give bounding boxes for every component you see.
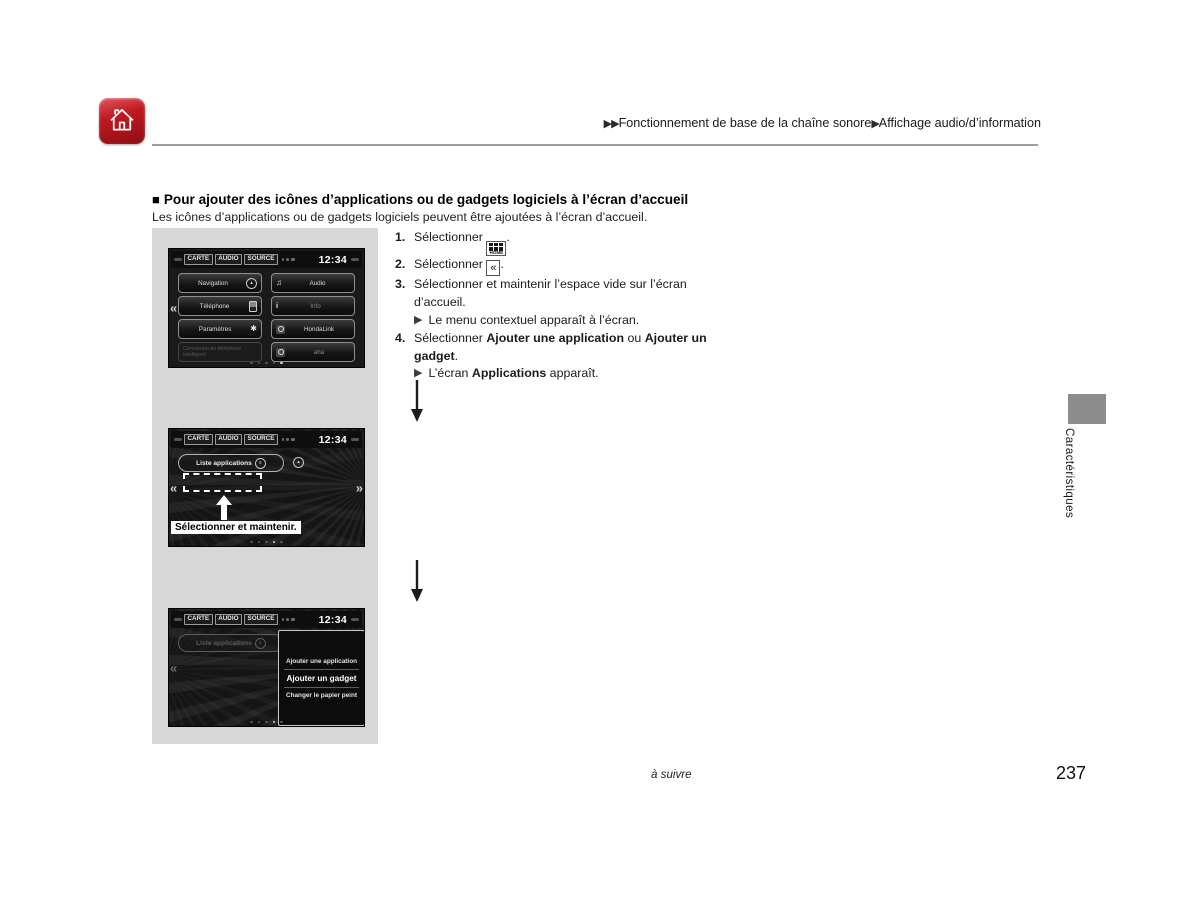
- clock: 12:34: [318, 253, 347, 266]
- aha-icon: [276, 348, 285, 357]
- step-2: 2. Sélectionner « .: [395, 257, 504, 275]
- knob-icon: [351, 618, 359, 621]
- carte-button: CARTE: [184, 434, 213, 445]
- infotainment-screen-home: [168, 248, 365, 368]
- breadcrumb-arrow-icon: ▶: [871, 118, 879, 130]
- page-dots: [169, 362, 364, 365]
- app-list-icon: ≡: [255, 458, 266, 469]
- page-left-chevron-icon: «: [170, 300, 178, 316]
- continued-note: à suivre: [651, 768, 692, 781]
- music-note-icon: ♫: [276, 278, 282, 287]
- source-button: SOURCE: [244, 434, 278, 445]
- context-menu: [278, 630, 365, 726]
- clock: 12:34: [318, 433, 347, 446]
- home-app-grid: [178, 273, 355, 362]
- source-button: SOURCE: [244, 614, 278, 625]
- clock: 12:34: [318, 613, 347, 626]
- breadcrumb[interactable]: [604, 116, 1041, 130]
- compass-icon: ▴: [246, 278, 257, 289]
- knob-icon: [174, 618, 182, 621]
- aha-button: aha: [271, 342, 355, 362]
- page-left-chevron-icon: «: [170, 660, 178, 675]
- header-divider: [152, 144, 1038, 146]
- step-4: 4. Sélectionner Ajouter une application ou Ajouter un gadget.: [395, 330, 707, 363]
- step-1: 1. Sélectionner HOME .: [395, 230, 510, 255]
- info-button: i Info: [271, 296, 355, 316]
- step-3: 3. Sélectionner et maintenir l’espace vide sur l’écran d’accueil.: [395, 277, 687, 309]
- navigation-button: Navigation ▴: [178, 273, 262, 293]
- status-bar: [171, 611, 362, 628]
- result-arrow-icon: ▶: [414, 313, 423, 326]
- section-heading-text: Pour ajouter des icônes d’applications ou de gadgets logiciels à l’écran d’accueil: [163, 192, 689, 207]
- compass-icon: ▴: [293, 457, 304, 468]
- knob-icon: [351, 438, 359, 441]
- parametres-button: Paramètres ✱: [178, 319, 262, 339]
- status-dots-icon: [282, 258, 295, 261]
- smartphone-connection-button: Connexion du téléphone intelligent: [178, 342, 262, 362]
- home-button[interactable]: [99, 98, 145, 144]
- page-left-chevron-icon: «: [170, 480, 178, 495]
- phone-icon: [249, 301, 257, 312]
- instruction-steps: [395, 229, 715, 383]
- breadcrumb-section[interactable]: Fonctionnement de base de la chaîne sonore: [618, 116, 872, 130]
- chapter-tab[interactable]: [1068, 394, 1106, 424]
- menu-item-add-gadget: Ajouter un gadget: [284, 669, 360, 687]
- down-arrow-icon: [408, 558, 426, 604]
- hondalink-button: HondaLink: [271, 319, 355, 339]
- gear-icon: ✱: [250, 324, 257, 333]
- page-number: 237: [1056, 763, 1087, 783]
- knob-icon: [351, 258, 359, 261]
- infotainment-screen-empty: [168, 428, 365, 547]
- figure-panel: [152, 228, 378, 744]
- liste-applications-button: Liste applications ≡: [178, 634, 284, 652]
- status-bar: [171, 431, 362, 448]
- square-bullet-icon: ■: [152, 192, 160, 207]
- home-key-icon: HOME: [486, 241, 506, 257]
- audio-app-button: ♫ Audio: [271, 273, 355, 293]
- step-3-result: ▶ Le menu contextuel apparaît à l’écran.: [414, 312, 715, 330]
- carte-button: CARTE: [184, 614, 213, 625]
- telephone-button: Téléphone: [178, 296, 262, 316]
- back-chevron-key-icon: «: [486, 260, 500, 276]
- status-dots-icon: [282, 618, 295, 621]
- section-heading: [152, 192, 688, 207]
- audio-button: AUDIO: [215, 434, 242, 445]
- menu-item-change-wallpaper: Changer le papier peint: [284, 687, 360, 703]
- result-arrow-icon: ▶: [414, 367, 423, 380]
- intro-text: Les icônes d’applications ou de gadgets logiciels peuvent être ajoutées à l’écran d’accueil.: [152, 210, 648, 224]
- info-icon: i: [276, 301, 279, 311]
- knob-icon: [174, 438, 182, 441]
- page-dots: [169, 541, 364, 544]
- breadcrumb-arrows-icon: ▶▶: [603, 118, 619, 130]
- audio-button: AUDIO: [215, 614, 242, 625]
- empty-space-highlight: [183, 473, 262, 492]
- knob-icon: [174, 258, 182, 261]
- step-4-result: ▶ L’écran Applications apparaît.: [414, 365, 715, 383]
- down-arrow-icon: [408, 378, 426, 424]
- page-dots: [169, 721, 364, 724]
- callout-label: Sélectionner et maintenir.: [171, 521, 301, 534]
- up-arrow-icon: [216, 495, 232, 520]
- hondalink-icon: [276, 325, 285, 334]
- menu-item-add-application: Ajouter une application: [285, 657, 357, 665]
- app-list-icon: ≡: [255, 638, 266, 649]
- chapter-tab-label: Caractéristiques: [1063, 428, 1076, 519]
- page-right-chevron-icon: »: [355, 480, 363, 495]
- infotainment-screen-context-menu: [168, 608, 365, 727]
- source-button: SOURCE: [244, 254, 278, 265]
- status-dots-icon: [282, 438, 295, 441]
- carte-button: CARTE: [184, 254, 213, 265]
- home-icon: [106, 103, 138, 140]
- liste-applications-button: Liste applications ≡: [178, 454, 284, 472]
- status-bar: [171, 251, 362, 268]
- breadcrumb-subsection[interactable]: Affichage audio/d’information: [878, 116, 1041, 130]
- audio-button: AUDIO: [215, 254, 242, 265]
